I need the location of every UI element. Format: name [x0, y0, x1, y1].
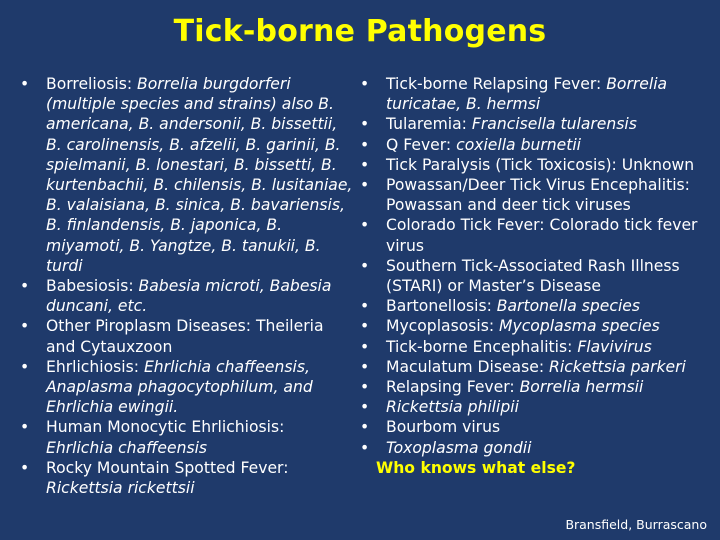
item-label: Babesiosis: — [46, 277, 139, 296]
item-label: Other Piroplasm Diseases: Theileria and Cytauxzoon — [46, 317, 324, 356]
list-item-maculatum-disease — [356, 357, 710, 377]
list-item-relapsing-fever — [356, 74, 710, 114]
list-item-colorado-tick-fever — [356, 215, 710, 255]
list-item-ehrlichiosis — [16, 357, 354, 418]
item-species: Rickettsia parkeri — [549, 357, 686, 376]
list-item-bartonellosis — [356, 296, 710, 316]
list-item-stari — [356, 256, 710, 296]
item-species: Mycoplasma species — [499, 317, 660, 336]
item-species: Bartonella species — [496, 297, 641, 316]
item-label: Relapsing Fever: — [386, 378, 520, 397]
slide-title: Tick-borne Pathogens — [173, 14, 547, 49]
list-item-q-fever — [356, 135, 710, 155]
item-species: Babesia microti, Babesia duncani, etc. — [46, 277, 332, 316]
list-item-monocytic-ehrlichiosis — [16, 417, 354, 457]
item-species: Flavivirus — [577, 337, 652, 356]
item-label: Colorado Tick Fever: Colorado tick fever virus — [386, 216, 698, 255]
list-item-borreliosis — [16, 74, 354, 276]
list-item-piroplasm — [16, 316, 354, 356]
item-label: Powassan/Deer Tick Virus Encephalitis: Powassan and deer tick viruses — [386, 176, 690, 215]
list-item-mycoplasosis — [356, 316, 710, 336]
item-species: Borrelia turicatae, B. hermsi — [386, 75, 668, 114]
right-pathogen-list — [356, 74, 710, 478]
item-label: Ehrlichiosis: — [46, 357, 144, 376]
item-label: Rocky Mountain Spotted Fever: — [46, 458, 289, 477]
item-label: Tick-borne Relapsing Fever: — [386, 75, 607, 93]
list-item-tick-paralysis — [356, 155, 710, 175]
item-label: Mycoplasosis: — [386, 317, 500, 336]
item-label: Q Fever: — [386, 135, 457, 154]
list-item-babesiosis — [16, 276, 354, 316]
item-label: Borreliosis: — [46, 75, 138, 93]
list-item-rocky-mountain — [16, 458, 354, 498]
item-species: Ehrlichia chaffeensis, Anaplasma phagocytophilum, and Ehrlichia ewingii. — [46, 357, 313, 417]
item-label: Tick Paralysis (Tick Toxicosis): Unknown — [386, 155, 695, 174]
item-species: Borrelia burgdorferi (multiple species and strains) also B. americana, B. andersonii, B. bissettii, B. carolinensis, B. afzelii, B. garinii, B. spielmanii, B. lonestari, B. bissetti, B. kurtenbachii, B. chilensis, B. lusitaniae, B. valaisiana, B. sinica, B. bavariensis, B. finlandensis, B. japonica, B. miyamoti, B. Yangtze, B. tanukii, B. turdi — [46, 75, 353, 275]
item-species: Rickettsia philipii — [386, 398, 519, 417]
item-label: Human Monocytic Ehrlichiosis: — [46, 418, 285, 437]
who-knows-text: Who knows what else? — [376, 458, 576, 477]
list-item-powassan — [356, 175, 710, 215]
list-item-tick-borne-encephalitis — [356, 337, 710, 357]
list-item-toxoplasma — [356, 438, 710, 458]
item-label: Tick-borne Encephalitis: — [386, 337, 578, 356]
item-label: Maculatum Disease: — [386, 357, 550, 376]
item-species: coxiella burnetii — [456, 135, 582, 154]
credit-text: Bransfield, Burrascano — [565, 517, 707, 532]
item-species: Francisella tularensis — [471, 115, 637, 134]
item-label: Bartonellosis: — [386, 297, 497, 316]
list-item-bourbom-virus — [356, 417, 710, 437]
list-item-rickettsia-philipii — [356, 397, 710, 417]
item-species: Ehrlichia chaffeensis — [46, 438, 208, 457]
item-species: Rickettsia rickettsii — [46, 479, 195, 498]
item-species: Borrelia hermsii — [519, 378, 644, 397]
item-label: Bourbom virus — [386, 418, 501, 437]
left-pathogen-list — [16, 74, 354, 498]
item-label: Southern Tick-Associated Rash Illness (STARI) or Master’s Disease — [386, 256, 680, 296]
item-species: Toxoplasma gondii — [386, 438, 532, 457]
list-item-relapsing-fever-hermsii — [356, 377, 710, 397]
list-item-tularemia — [356, 114, 710, 134]
item-label: Tularemia: — [386, 115, 472, 134]
